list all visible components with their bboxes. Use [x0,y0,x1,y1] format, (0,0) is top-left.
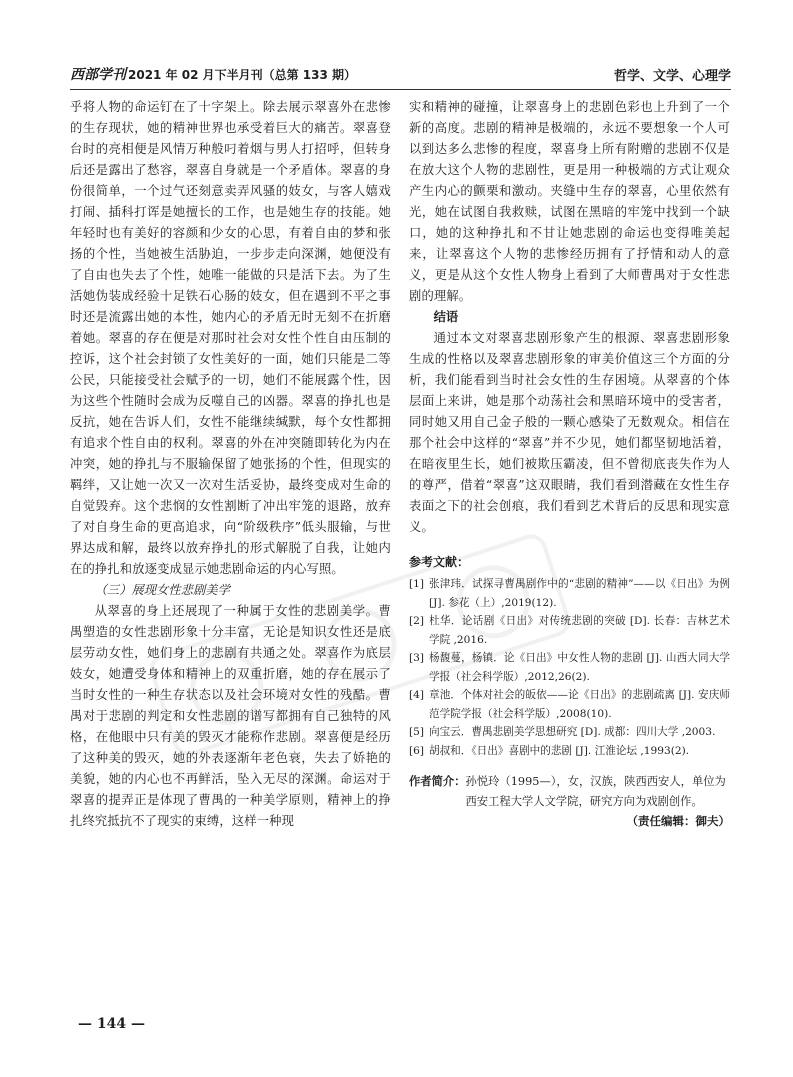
reference-text: 章池．个体对社会的皈依——论《日出》的悲剧疏离 [J]. 安庆师范学院学报（社会科学版）,2008(10). [429,689,730,720]
author-note [409,772,730,811]
reference-item [409,723,730,742]
reference-list [409,575,730,760]
reference-item [409,612,730,649]
journal-logo: 西部学刊 [70,67,126,83]
author-label: 作者简介： [409,775,466,788]
reference-number: [5] [409,726,425,738]
reference-number: [4] [409,689,425,701]
reference-number: [2] [409,615,425,627]
subheading: （三）展现女性悲剧美学 [94,583,230,597]
right-column [409,97,730,829]
reference-item [409,686,730,723]
reference-text: 张津玮．试探寻曹禺剧作中的“悲剧的精神”——以《日出》为例 [J]. 参花（上）,2019(12). [429,578,730,609]
body-paragraph: 实和精神的碰撞，让翠喜身上的悲剧色彩也上升到了一个新的高度。悲剧的精神是极端的，永远不要想象一个人可以到达多么悲惨的程度，翠喜身上所有附赠的悲剧不仅是在放大这个人物的悲剧性，更是用一种极端的方式让观众产生内心的颤栗和激动。夹缝中生存的翠喜，心里依然有光，她在试图自我救赎，试图在黑暗的牢笼中找到一个缺口，她的这种挣扎和不甘让她悲剧的命运也变得唯美起来，让翠喜这个人物的悲惨经历拥有了抒情和动人的意义，更是从这个女性人物身上看到了大师曹禺对于女性悲剧的理解。 [409,100,730,303]
reference-item [409,575,730,612]
reference-number: [3] [409,652,425,664]
responsible-editor: （责任编辑：御夫） [626,814,730,828]
page-number: — 144 — [78,1016,145,1032]
author-bio: 孙悦玲（1995—），女，汉族，陕西西安人，单位为西安工程大学人文学院，研究方向为戏剧创作。 [465,775,726,808]
body-paragraph: 从翠喜的身上还展现了一种属于女性的悲剧美学。曹禺塑造的女性悲剧形象十分丰富，无论是知识女性还是底层劳动女性，她们身上的悲剧有共通之处。翠喜作为底层妓女，她遭受身体和精神上的双重折磨，她的存在展示了当时女性的一种生存状态以及社会环境对女性的残酷。曹禺对于悲剧的判定和女性悲剧的谱写都拥有自己独特的风格，在他眼中只有美的毁灭才能称作悲剧。翠喜便是经历了这种美的毁灭，她的外表逐渐年老色衰，失去了娇艳的美貌，她的内心也不再鲜活，坠入无尽的深渊。命运对于翠喜的提弄正是体现了曹禺的一种美学原则，精神上的挣扎终究抵抗不了现实的束缚，这样一种现 [70,604,391,828]
conclusion-heading: 结语 [433,310,459,324]
reference-number: [1] [409,578,425,590]
reference-text: 胡叔和．《日出》喜剧中的悲剧 [J]. 江淮论坛 ,1993(2). [429,744,690,757]
running-header [70,56,731,90]
reference-item [409,742,730,761]
left-column [70,97,391,832]
reference-text: 杨馥蔓，杨镇．论《日出》中女性人物的悲剧 [J]. 山西大同大学学报（社会科学版）,2012,26(2). [429,652,730,683]
section-name: 哲学、文学、心理学 [613,69,731,84]
reference-text: 杜华．论话剧《日出》对传统悲剧的突破 [D]. 长春：吉林艺术学院 ,2016. [429,615,730,646]
body-paragraph: 通过本文对翠喜悲剧形象产生的根源、翠喜悲剧形象生成的性格以及翠喜悲剧形象的审美价值这三个方面的分析，我们能看到当时社会女性的生存困境。从翠喜的个体层面上来讲，她是那个动荡社会和黑暗环境中的受害者，同时她又用自己金子般的一颗心感染了无数观众。相信在那个社会中这样的“翠喜”并不少见，她们都坚韧地活着，在暗夜里生长，她们被欺压霸凌，但不曾彻底丧失作为人的尊严，借着“翠喜”这双眼睛，我们看到潜藏在女性生存表面之下的社会创痕，我们看到艺术背后的反思和现实意义。 [409,331,730,534]
body-paragraph: 乎将人物的命运钉在了十字架上。除去展示翠喜外在悲惨的生存现状，她的精神世界也承受着巨大的痛苦。翠喜登台时的亮相便是风情万种般叼着烟与男人打招呼，但转身后还是露出了愁容，翠喜自身就是一个矛盾体。翠喜的身份很简单，一个过气还刻意卖弄风骚的妓女，与客人嬉戏打闹、插科打诨是她擅长的工作，也是她生存的技能。她年轻时也有美好的容颜和少女的心思，有着自由的梦和张扬的个性，当她被生活胁迫，一步步走向深渊，她便没有了自由也失去了个性，她唯一能做的只是活下去。为了生活她伪装成经验十足铁石心肠的妓女，但在遇到不平之事时还是流露出她的本性，她内心的矛盾无时无刻不在折磨着她。翠喜的存在便是对那时社会对女性个性自由压制的控诉，这个社会封锁了女性美好的一面，她们只能是二等公民，只能接受社会赋予的一切，她们不能展露个性，因为这些个性随时会成为反噬自己的凶器。翠喜的挣扎也是反抗，她在告诉人们，女性不能继续缄默，每个女性都拥有追求个性自由的权利。翠喜的外在冲突随即转化为内在冲突，她的挣扎与不服输保留了她张扬的个性，但现实的羁绊，又让她一次又一次对生活妥协，最终变成对生命的自觉毁弃。这个悲悯的女性割断了冲出牢笼的退路，放弃了对自身生命的更高追求，向“阶级秩序”低头服输，与世界达成和解，最终以放弃挣扎的形式解脱了自我，让她内在的挣扎和放逐变成显示她悲剧命运的内心写照。 [70,100,391,576]
issue-info: 2021 年 02 月下半月刊（总第 133 期） [128,68,357,82]
references-title: 参考文献： [409,555,470,569]
reference-item [409,649,730,686]
reference-number: [6] [409,744,425,757]
reference-text: 向宝云．曹禺悲剧美学思想研究 [D]. 成都：四川大学 ,2003. [429,726,716,738]
header-left [70,64,356,84]
